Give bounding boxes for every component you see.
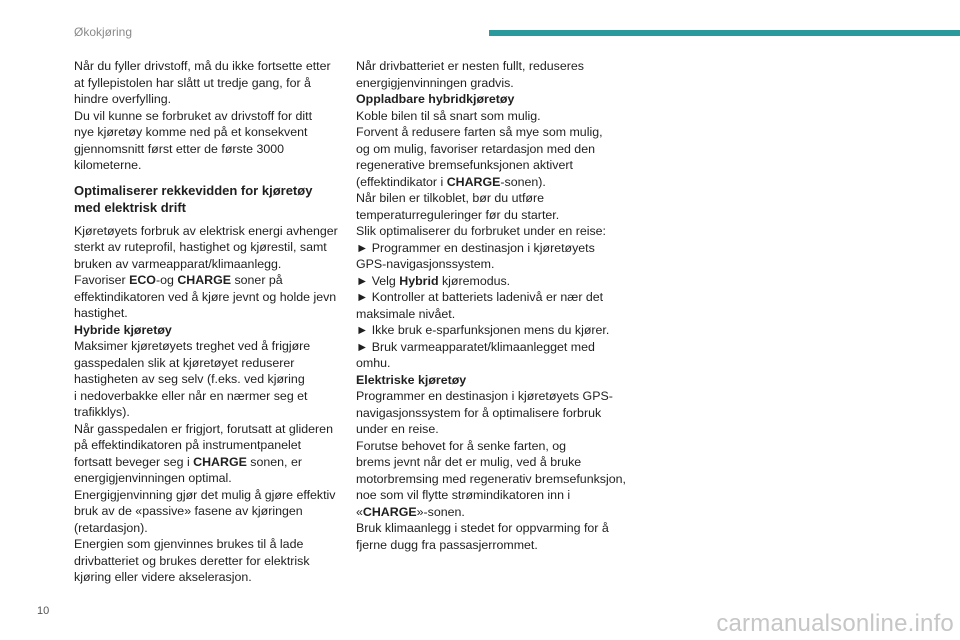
eco-zone-label: ECO [129, 273, 156, 287]
text-span: Favoriser [74, 273, 130, 287]
text-line [74, 272, 346, 289]
bullet-item [356, 273, 628, 290]
text-line: Forutse behovet for å senke farten, og [356, 438, 567, 453]
text-span: sonen, er [246, 454, 302, 469]
text-line: motorbremsing med regenerativ bremsefunksjon, [356, 471, 626, 486]
charge-zone-label: CHARGE [362, 504, 417, 519]
text-line: Maksimer kjøretøyets treghet ved å frigjøre [74, 339, 311, 353]
text-line: energigjenvinningen optimal. [74, 471, 232, 485]
page-number: 10 [37, 605, 50, 617]
charge-zone-label: CHARGE [177, 273, 232, 287]
text-line: drivbatteriet og brukes deretter for elektrisk [74, 553, 310, 568]
watermark: carmanualsonline.info [716, 610, 954, 637]
text-line: Bruk klimaanlegg i stedet for oppvarming for å [356, 521, 609, 535]
text-line: navigasjonssystem for å optimalisere forbruk [356, 405, 602, 420]
section-heading [74, 182, 346, 216]
intro-paragraph [74, 58, 346, 174]
subheading-hybrid: Hybride kjøretøy [74, 322, 172, 337]
text-line: sterkt av ruteprofil, hastighet og kjørestil, samt [74, 240, 327, 254]
text-line: hastighet. [74, 306, 128, 320]
text-line: Koble bilen til så snart som mulig. [356, 108, 541, 123]
text-line: effektindikatoren ved å kjøre jevnt og holde jevn [74, 289, 337, 304]
text-line: og om mulig, favoriser retardasjon med den [356, 141, 595, 156]
bullet-item: ► Bruk varmeapparatet/klimaanlegget med [356, 339, 595, 354]
text-span: kjøremodus. [438, 273, 511, 288]
text-line: hastigheten av seg selv (f.eks. ved kjøring [74, 372, 305, 386]
text-line: omhu. [356, 356, 391, 370]
text-line: nye kjøretøy komme ned på et konsekvent [74, 125, 308, 139]
section-title: Økokjøring [74, 25, 133, 39]
text-line: Forvent å redusere farten så mye som mulig, [356, 125, 603, 139]
text-line: Energigjenvinning gjør det mulig å gjøre effektiv [74, 487, 336, 502]
text-line: Når bilen er tilkoblet, bør du utføre [356, 191, 545, 205]
text-line: temperaturreguleringer før du starter. [356, 207, 560, 222]
text-line: Når drivbatteriet er nesten fullt, reduseres [356, 59, 584, 73]
electric-consumption-paragraph [74, 223, 346, 586]
text-span: (effektindikator i [356, 174, 447, 189]
charge-zone-label: CHARGE [446, 174, 501, 189]
charge-zone-label: CHARGE [193, 454, 247, 469]
text-line: Kjøretøyets forbruk av elektrisk energi avhenger [74, 223, 338, 238]
text-line: kjøring eller videre akselerasjon. [74, 570, 252, 584]
text-line: fjerne dugg fra passasjerrommet. [356, 537, 538, 552]
text-span: « [356, 504, 363, 519]
text-line [356, 504, 628, 521]
text-span: ► Velg [356, 273, 400, 288]
text-line: bruken av varmeapparat/klimaanlegg. [74, 256, 282, 271]
text-line: i nedoverbakke eller når en nærmer seg et [74, 388, 308, 403]
text-line [74, 454, 346, 471]
text-span: soner på [231, 273, 283, 287]
text-line: maksimale nivået. [356, 306, 456, 321]
subheading-rechargeable-hybrid: Oppladbare hybridkjøretøy [356, 92, 515, 106]
left-column [74, 58, 346, 586]
text-line: GPS-navigasjonssystem. [356, 257, 495, 271]
text-span: -og [155, 273, 178, 287]
hybrid-mode-label: Hybrid [399, 273, 439, 288]
subheading-electric: Elektriske kjøretøy [356, 372, 467, 387]
text-line: gasspedalen slik at kjøretøyet reduserer [74, 355, 295, 370]
text-span: »-sonen. [416, 504, 465, 519]
bullet-item: ► Kontroller at batteriets ladenivå er nær det [356, 290, 604, 304]
text-line: at fyllepistolen har slått ut tredje gang, for å [74, 75, 311, 90]
bullet-item: ► Ikke bruk e-sparfunksjonen mens du kjører. [356, 323, 610, 337]
heading-line: med elektrisk drift [74, 199, 186, 215]
text-line: (retardasjon). [74, 520, 148, 535]
text-line: regenerative bremsefunksjonen aktivert [356, 158, 573, 172]
right-column [356, 58, 628, 553]
text-line: kilometerne. [74, 158, 142, 172]
text-line [356, 174, 628, 191]
text-line: under en reise. [356, 422, 439, 436]
text-span: -sonen). [500, 174, 546, 189]
text-line: energigjenvinningen gradvis. [356, 75, 514, 90]
text-line: gjennomsnitt først etter de første 3000 [74, 141, 285, 156]
text-line: Slik optimaliserer du forbruket under en reise: [356, 224, 606, 238]
text-line: Når gasspedalen er frigjort, forutsatt at glideren [74, 421, 333, 436]
text-span: fortsatt beveger seg i [74, 454, 194, 469]
text-line: brems jevnt når det er mulig, ved å bruke [356, 455, 582, 469]
text-line: Du vil kunne se forbruket av drivstoff for ditt [74, 108, 313, 123]
text-line: hindre overfylling. [74, 92, 172, 106]
text-line: bruk av de «passive» fasene av kjøringen [74, 504, 303, 518]
text-line: noe som vil flytte strømindikatoren inn i [356, 488, 571, 502]
header-accent-bar [489, 30, 960, 36]
text-line: Programmer en destinasjon i kjøretøyets GPS- [356, 389, 613, 403]
bullet-item: ► Programmer en destinasjon i kjøretøyets [356, 240, 595, 255]
text-line: Når du fyller drivstoff, må du ikke fortsette etter [74, 59, 331, 73]
heading-line: Optimaliserer rekkevidden for kjøretøy [74, 182, 313, 198]
text-line: trafikklys). [74, 405, 130, 419]
text-line: Energien som gjenvinnes brukes til å lade [74, 537, 304, 551]
text-line: på effektindikatoren på instrumentpanelet [74, 438, 302, 452]
